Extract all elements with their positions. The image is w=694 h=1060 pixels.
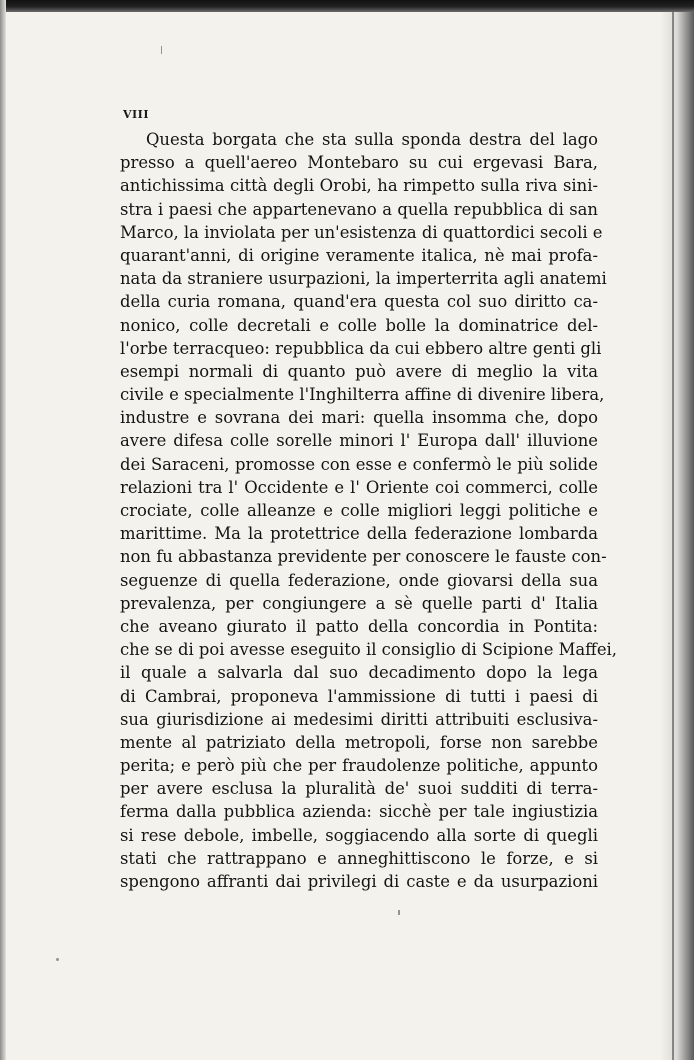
text-line: relazioni tra l' Occidente e l' Oriente coi commerci, colle — [120, 477, 598, 497]
text-line: dei Saraceni, promosse con esse e confermò le più solide — [120, 454, 598, 474]
text-line: marittime. Ma la protettrice della federazione lombarda — [120, 524, 598, 544]
book-gutter-line — [672, 12, 674, 1060]
scan-speck — [161, 46, 162, 54]
text-line: della curia romana, quand'era questa col suo diritto ca- — [120, 292, 598, 312]
text-line: che se di poi avesse eseguito il consiglio di Scipione Maffei, — [120, 640, 617, 660]
text-line: l'orbe terracqueo: repubblica da cui ebbero altre genti gli — [120, 338, 602, 358]
text-line: non fu abbastanza previdente per conoscere le fauste con- — [120, 547, 607, 567]
text-line: crociate, colle alleanze e colle migliori leggi politiche e — [120, 501, 598, 520]
text-line: seguenze di quella federazione, onde giovarsi della sua — [120, 570, 598, 590]
text-line: esempi normali di quanto può avere di meglio la vita — [120, 361, 598, 381]
text-line: nonico, colle decretali e colle bolle la dominatrice del- — [120, 315, 598, 335]
text-line: di Cambrai, proponeva l'ammissione di tutti i paesi di — [120, 686, 598, 706]
text-line: spengono affranti dai privilegi di caste e da usurpazioni — [120, 872, 598, 891]
text-line: si rese debole, imbelle, soggiacendo alla sorte di quegli — [120, 825, 598, 845]
text-line: civile e specialmente l'Inghilterra affine di divenire libera, — [120, 385, 605, 405]
text-line: Questa borgata che sta sulla sponda destra del lago — [146, 130, 598, 149]
text-line: stra i paesi che appartenevano a quella repubblica di san — [120, 199, 598, 219]
page-number: VIII — [123, 108, 149, 121]
text-line: che aveano giurato il patto della concordia in Pontita: — [120, 616, 598, 636]
body-paragraph — [120, 128, 617, 893]
book-gutter-shadow — [660, 12, 694, 1060]
text-line: quarant'anni, di origine veramente italica, nè mai profa- — [120, 245, 598, 265]
text-line: ferma dalla pubblica azienda: sicchè per tale ingiustizia — [120, 802, 598, 822]
text-line: perita; e però più che per fraudolenze politiche, appunto — [120, 756, 598, 776]
text-line: industre e sovrana dei mari: quella insomma che, dopo — [120, 408, 598, 428]
text-line: prevalenza, per congiungere a sè quelle parti d' Italia — [120, 593, 598, 613]
text-line: presso a quell'aereo Montebaro su cui ergevasi Bara, — [120, 153, 598, 173]
text-line: avere difesa colle sorelle minori l' Europa dall' illuvione — [120, 431, 598, 451]
scan-speck — [398, 910, 400, 915]
text-line: il quale a salvarla dal suo decadimento dopo la lega — [120, 663, 598, 683]
text-line: nata da straniere usurpazioni, la imperterrita agli anatemi — [120, 269, 607, 289]
scan-top-border — [0, 0, 694, 12]
text-line: mente al patriziato della metropoli, forse non sarebbe — [120, 732, 598, 752]
scan-speck — [56, 958, 59, 961]
text-line: per avere esclusa la pluralità de' suoi sudditi di terra- — [120, 779, 598, 799]
text-line: antichissima città degli Orobi, ha rimpetto sulla riva sini- — [120, 176, 598, 196]
text-line: stati che rattrappano e anneghittiscono le forze, e si — [120, 848, 598, 868]
scan-left-edge — [0, 0, 6, 1060]
text-line: Marco, la inviolata per un'esistenza di quattordici secoli e — [120, 222, 603, 242]
text-line: sua giurisdizione ai medesimi diritti attribuiti esclusiva- — [120, 709, 598, 729]
